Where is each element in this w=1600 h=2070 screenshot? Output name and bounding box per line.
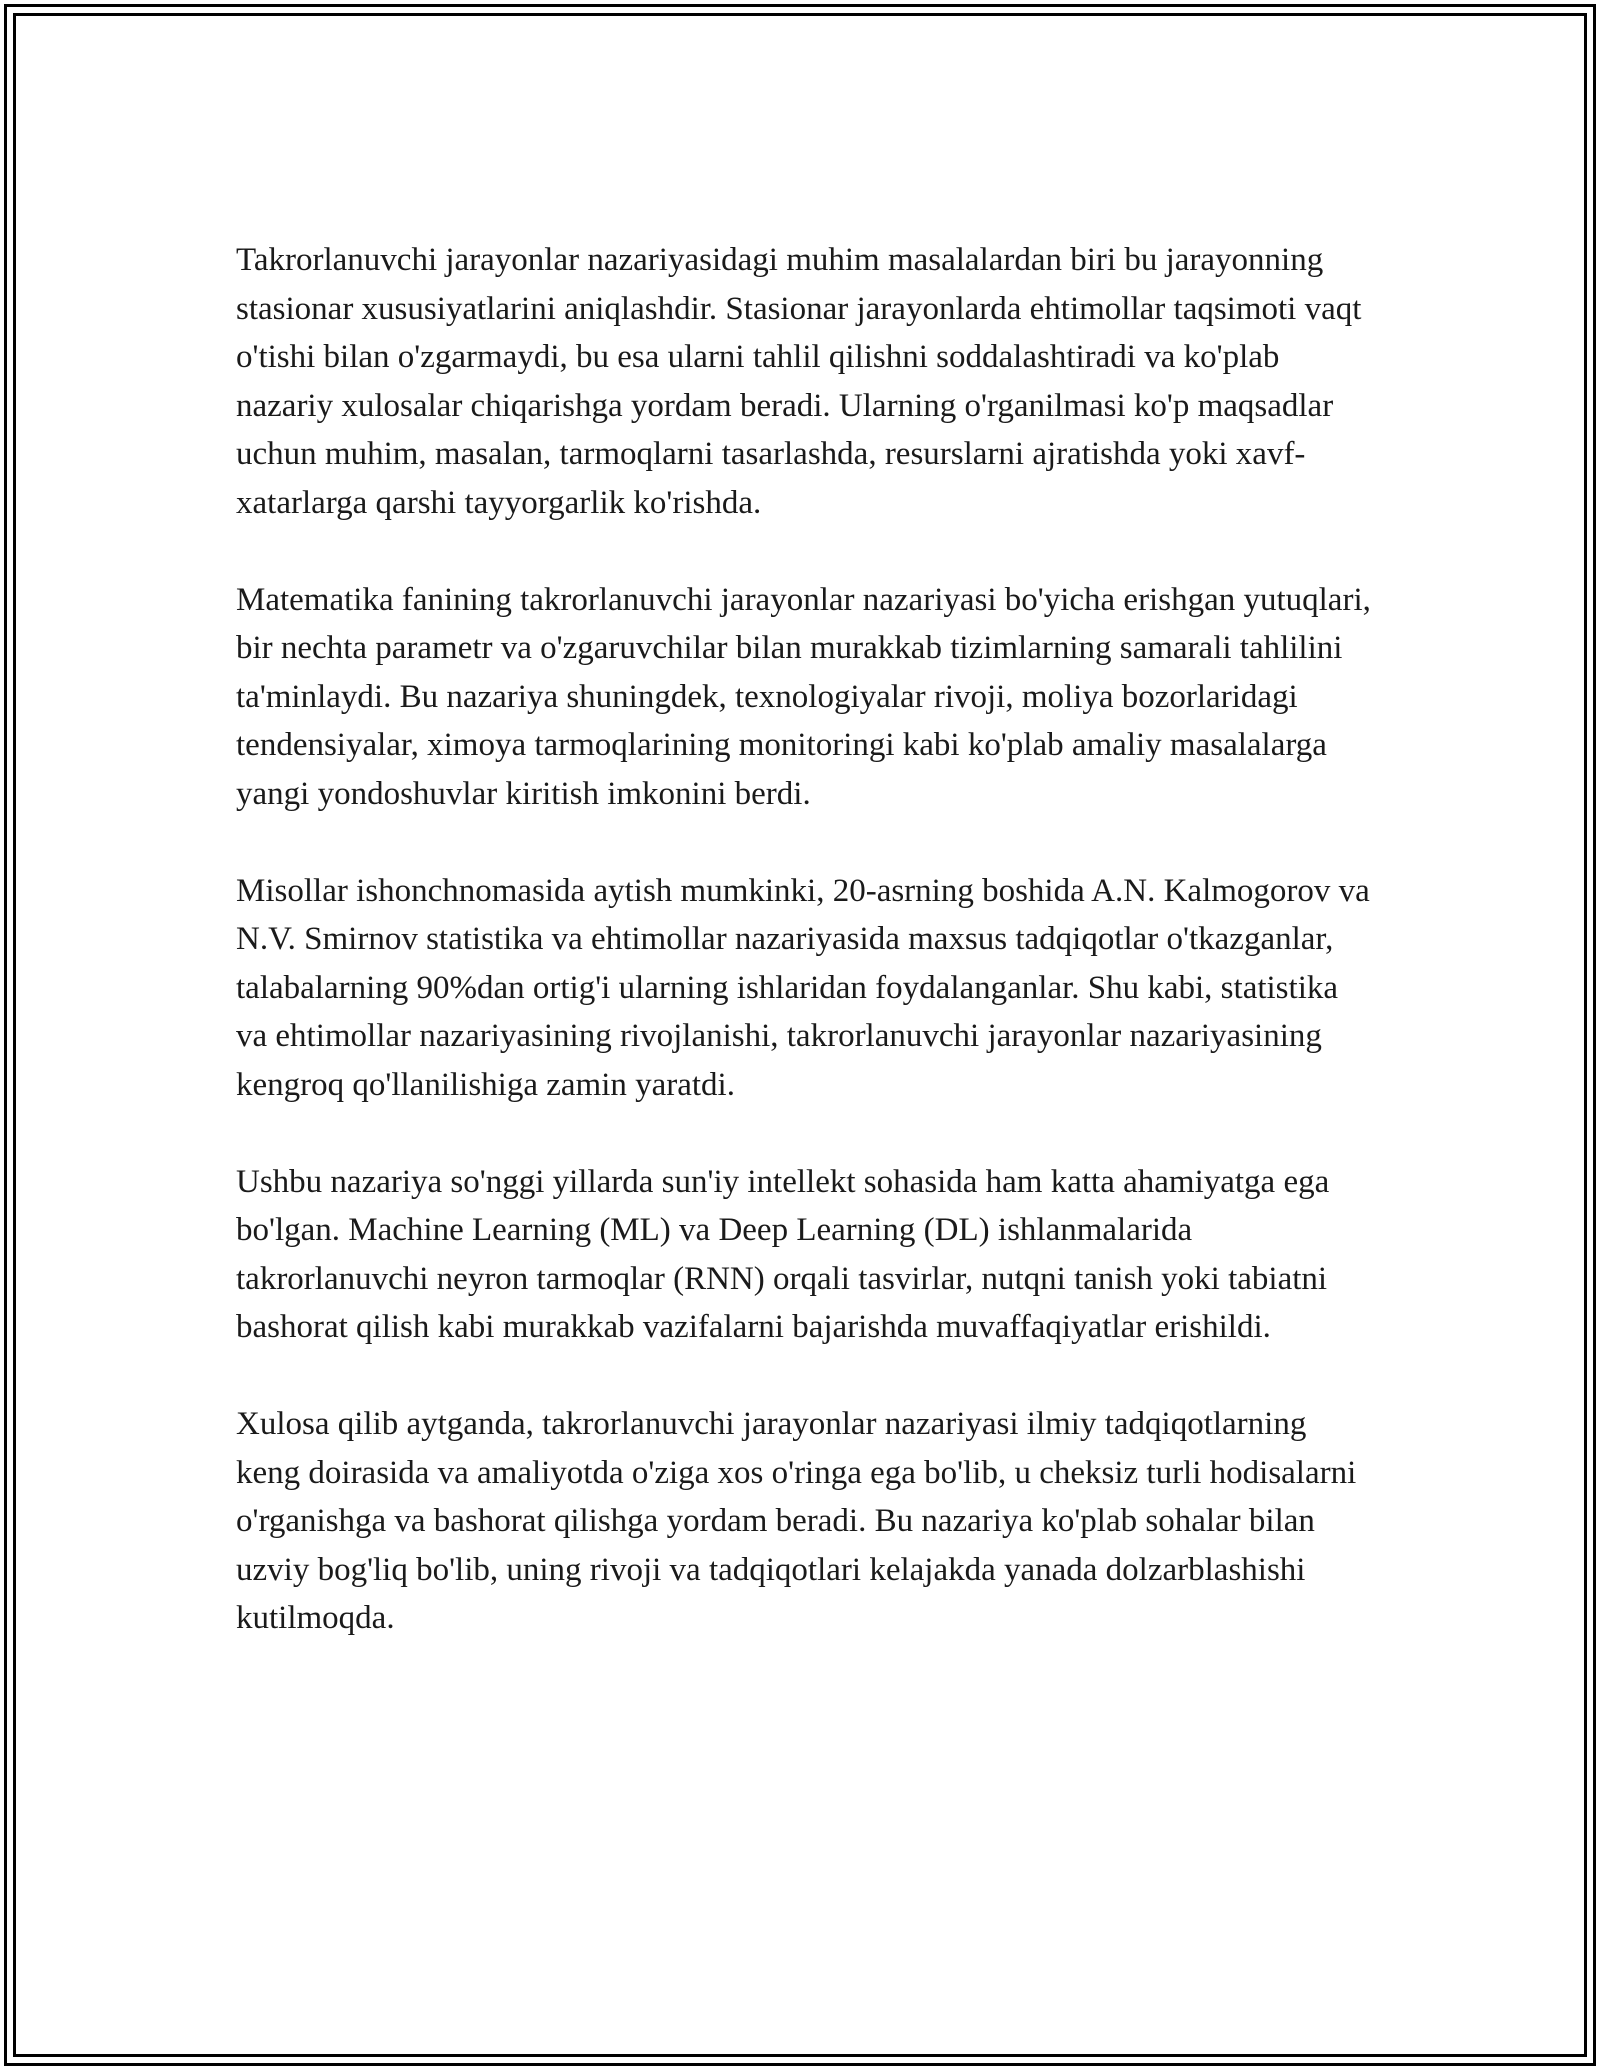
paragraph-5: Xulosa qilib aytganda, takrorlanuvchi jarayonlar nazariyasi ilmiy tadqiqotlarning keng doirasida va amaliyotda o'ziga xos o'ringa ega bo'lib, u cheksiz turli hodisalarni o'rganishga va bashorat qilishga yordam beradi. Bu nazariya ko'plab sohalar bilan uzviy bog'liq bo'lib, uning rivoji va tadqiqotlari kelajakda yanada dolzarblashishi kutilmoqda. [236,1406,1357,1636]
paragraph-4: Ushbu nazariya so'nggi yillarda sun'iy intellekt sohasida ham katta ahamiyatga ega bo'lgan. Machine Learning (ML) va Deep Learning (DL) ishlanmalarida takrorlanuvchi neyron tarmoqlar (RNN) orqali tasvirlar, nutqni tanish yoki tabiatni bashorat qilish kabi murakkab vazifalarni bajarishda muvaffaqiyatlar erishildi. [236,1163,1330,1345]
document-body [236,236,1376,1691]
paragraph-3: Misollar ishonchnomasida aytish mumkinki, 20-asrning boshida A.N. Kalmogorov va N.V. Smirnov statistika va ehtimollar nazariyasida maxsus tadqiqotlar o'tkazganlar, talabalarning 90%dan ortig'i ularning ishlaridan foydalanganlar. Shu kabi, statistika va ehtimollar nazariyasining rivojlanishi, takrorlanuvchi jarayonlar nazariyasining kengroq qo'llanilishiga zamin yaratdi. [236,872,1370,1103]
paragraph-2: Matematika fanining takrorlanuvchi jarayonlar nazariyasi bo'yicha erishgan yutuqlari, bir nechta parametr va o'zgaruvchilar bilan murakkab tizimlarning samarali tahlilini ta'minlaydi. Bu nazariya shuningdek, texnologiyalar rivoji, moliya bozorlaridagi tendensiyalar, ximoya tarmoqlarining monitoringi kabi ko'plab amaliy masalalarga yangi yondoshuvlar kiritish imkonini berdi. [236,581,1371,812]
paragraph-1: Takrorlanuvchi jarayonlar nazariyasidagi muhim masalalardan biri bu jarayonning stasionar xususiyatlarini aniqlashdir. Stasionar jarayonlarda ehtimollar taqsimoti vaqt o'tishi bilan o'zgarmaydi, bu esa ularni tahlil qilishni soddalashtiradi va ko'plab nazariy xulosalar chiqarishga yordam beradi. Ularning o'rganilmasi ko'p maqsadlar uchun muhim, masalan, tarmoqlarni tasarlashda, resurslarni ajratishda yoki xavf-xatarlarga qarshi tayyorgarlik ko'rishda. [236,242,1362,521]
